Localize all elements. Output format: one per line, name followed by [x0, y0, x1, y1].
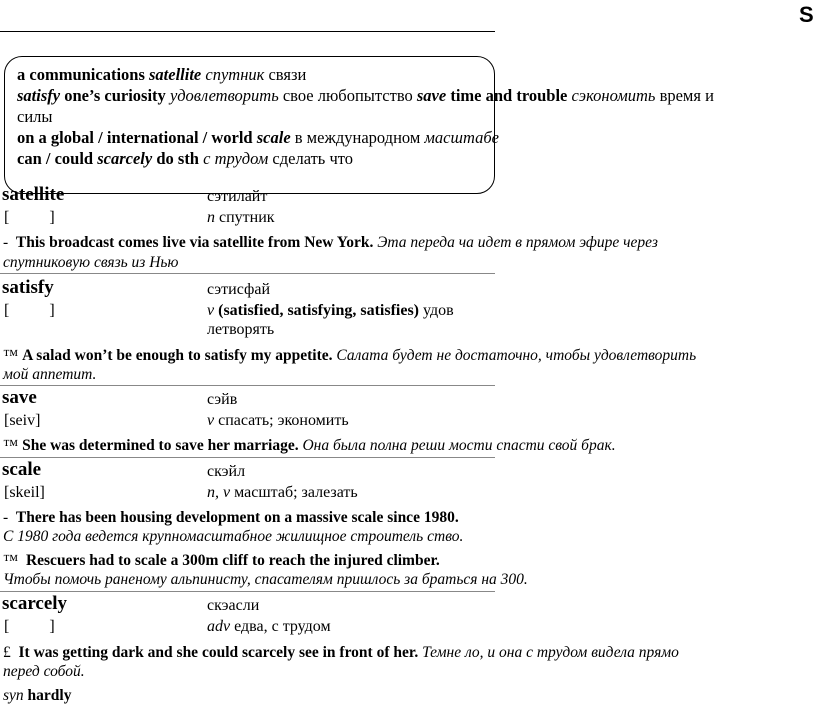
- top-rule: [0, 31, 495, 32]
- phrase-2: satisfy one’s curiosity удовлетворить свое любопытство save time and trouble сэкономить время и: [17, 86, 714, 105]
- phrase-1: a communications satellite спутник связи: [17, 65, 307, 84]
- pron-satisfy: сэтисфай: [207, 281, 271, 298]
- example-scarcely-cont: перед собой.: [3, 663, 85, 680]
- synonym: syn hardly: [3, 687, 72, 704]
- example-scarcely: £ It was getting dark and she could scarcely see in front of her. Темне ло, и она с трудом видела прямо: [3, 644, 679, 661]
- pron-satellite: сэтилайт: [207, 188, 268, 205]
- headword-satisfy: satisfy: [2, 277, 54, 298]
- meaning-save: v спасать; экономить: [207, 412, 349, 429]
- example-scale-2: ™ Rescuers had to scale a 300m cliff to reach the injured climber.: [3, 552, 440, 569]
- headword-satellite: satellite: [2, 184, 65, 205]
- phrase-3: on a global / international / world scale в международном масштабе: [17, 128, 499, 147]
- meaning-scale: n, v масштаб; залезать: [207, 484, 358, 501]
- transcription-scale: [skeil]: [4, 484, 45, 501]
- headword-scale: scale: [2, 459, 42, 480]
- pron-scale: скэйл: [207, 463, 246, 480]
- divider: [0, 273, 495, 274]
- headword-save: save: [2, 387, 37, 408]
- example-satisfy: ™ A salad won’t be enough to satisfy my appetite. Салата будет не достаточно, чтобы удовлетворить: [3, 347, 697, 364]
- example-save: ™ She was determined to save her marriage. Она была полна реши мости спасти свой брак.: [3, 437, 616, 454]
- meaning-scarcely: adv едва, с трудом: [207, 618, 331, 635]
- example-scale-1: - There has been housing development on a massive scale since 1980.: [3, 509, 459, 526]
- meaning-satisfy: v (satisfied, satisfying, satisfies) удов: [207, 302, 454, 319]
- transcription-save: [seiv]: [4, 412, 41, 429]
- example-scale-1-ru: С 1980 года ведется крупномасштабное жилищное строитель ство.: [3, 528, 464, 545]
- example-satisfy-cont: мой аппетит.: [3, 366, 97, 383]
- meaning-satellite: n спутник: [207, 209, 275, 226]
- transcription-scarcely: [ ]: [4, 618, 55, 635]
- divider: [0, 457, 495, 458]
- transcription-satisfy: [ ]: [4, 302, 55, 319]
- example-satellite: - This broadcast comes live via satellite from New York. Эта переда ча идет в прямом эфире через: [3, 234, 658, 251]
- transcription-satellite: [ ]: [4, 209, 55, 226]
- page-letter: S: [799, 2, 814, 27]
- phrase-2-cont: силы: [17, 107, 53, 126]
- example-satellite-cont: спутниковую связь из Нью: [3, 254, 179, 271]
- divider: [0, 385, 495, 386]
- pron-scarcely: скэасли: [207, 597, 260, 614]
- pron-save: сэйв: [207, 391, 238, 408]
- meaning-satisfy-cont: летворять: [207, 321, 275, 338]
- divider: [0, 591, 495, 592]
- phrase-4: can / could scarcely do sth с трудом сделать что: [17, 149, 353, 168]
- example-scale-2-ru: Чтобы помочь раненому альпинисту, спасателям пришлось за браться на 300.: [3, 571, 528, 588]
- headword-scarcely: scarcely: [2, 593, 68, 614]
